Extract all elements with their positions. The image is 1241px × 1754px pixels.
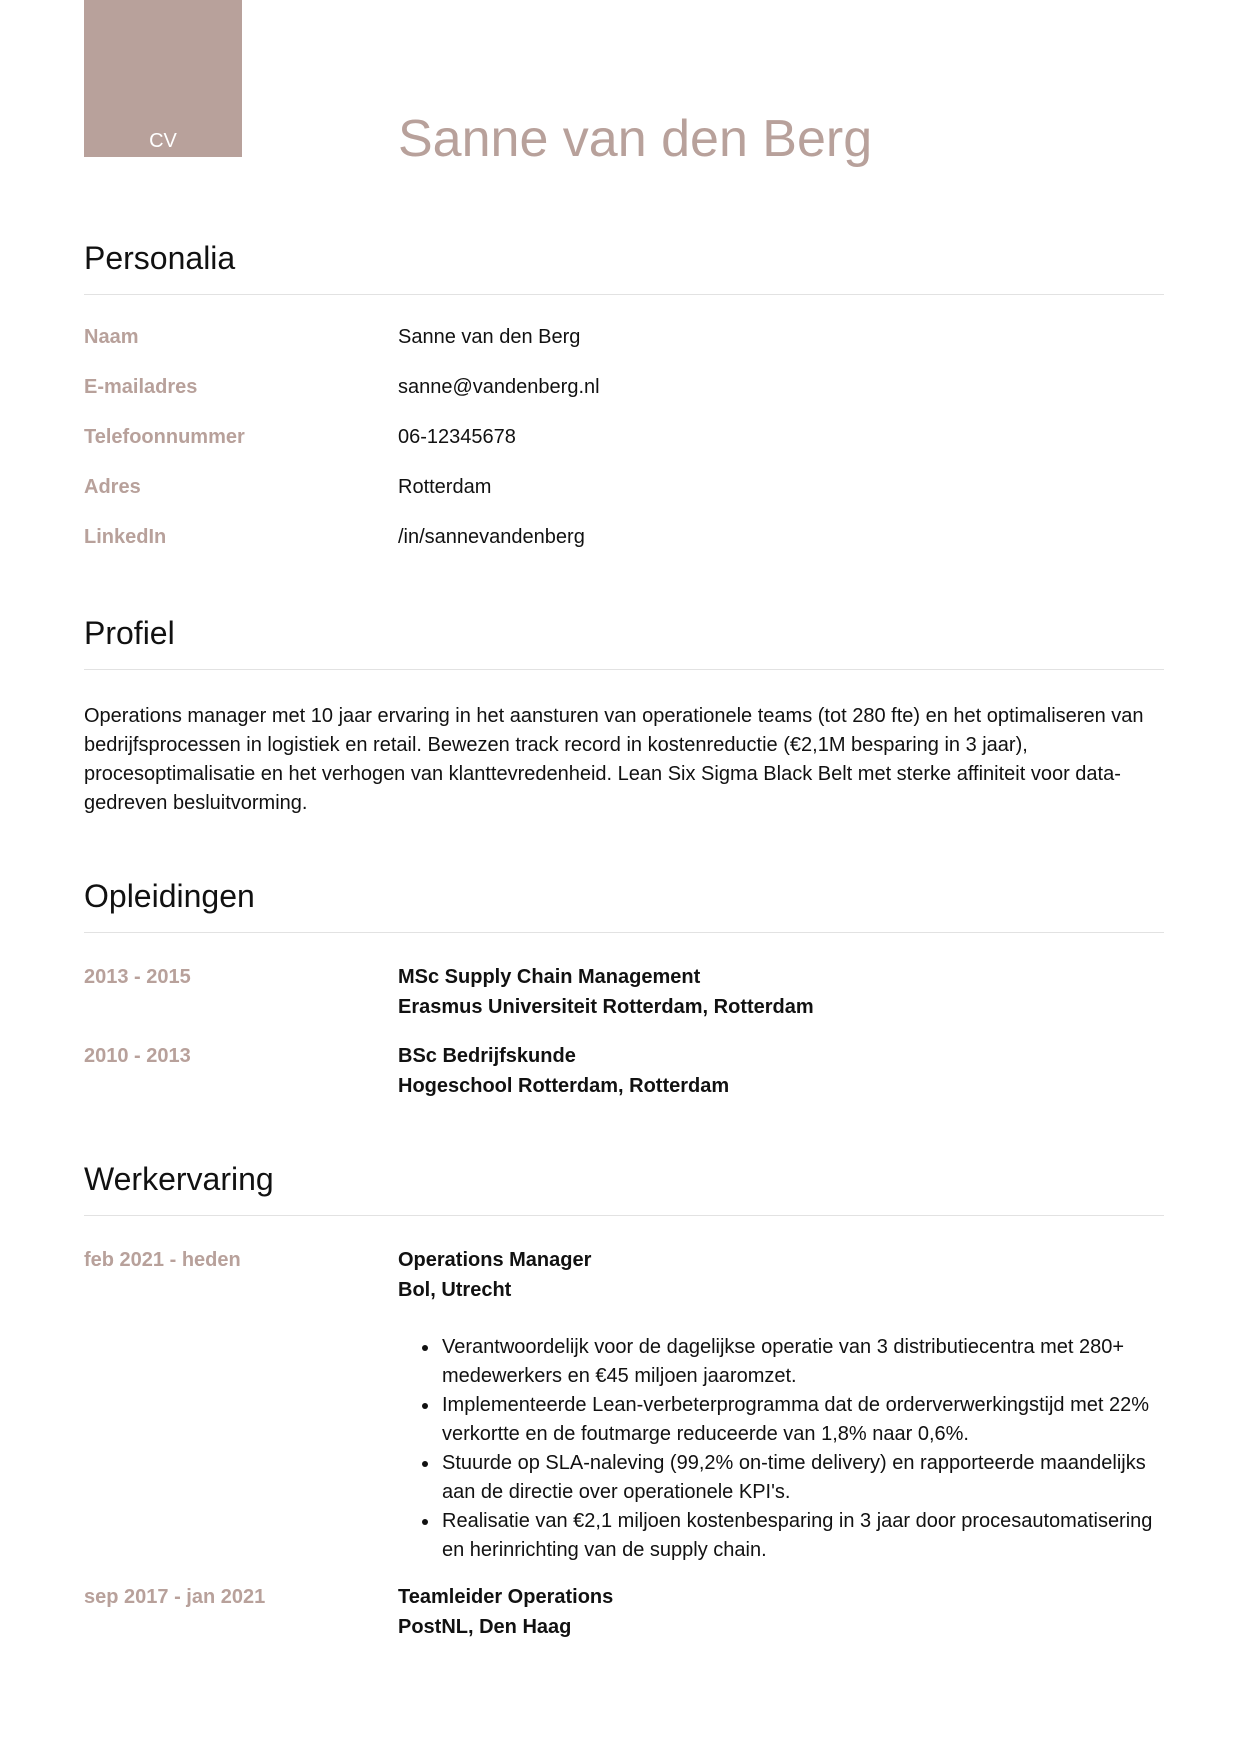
list-item: • Realisatie van €2,1 miljoen kostenbesparing in 3 jaar door procesautomatisering en herinrichting van de supply chain. [440, 1507, 1164, 1565]
field-value: Rotterdam [398, 476, 492, 498]
opleidingen-section [84, 874, 1164, 1120]
job-details [398, 1582, 1164, 1642]
profile-photo-placeholder [84, 0, 242, 157]
section-title-profiel: Profiel [84, 611, 1164, 670]
education-degree: MSc Supply Chain Management [398, 966, 701, 988]
education-item [84, 962, 1164, 1041]
field-label: Adres [84, 476, 141, 498]
profiel-section [84, 611, 1164, 838]
profile-summary: Operations manager met 10 jaar ervaring in het aansturen van operationele teams (tot 280 fte) en het optimaliseren van bedrijfsprocessen in logistiek en retail. Bewezen track record in kostenreductie (€2,1M besparing in 3 jaar), procesoptimalisatie en het verhogen van klanttevredenheid. Lean Six Sigma Black Belt met sterke affiniteit voor data-gedreven besluitvorming. [84, 705, 1144, 814]
education-school: Erasmus Universiteit Rotterdam, Rotterdam [398, 996, 814, 1018]
education-details [398, 962, 1164, 1022]
education-item [84, 1041, 1164, 1120]
werkervaring-section [84, 1157, 1164, 1661]
personalia-list [84, 322, 1164, 572]
field-value: sanne@vandenberg.nl [398, 376, 600, 398]
education-details [398, 1041, 1164, 1101]
job-company: Bol, Utrecht [398, 1279, 512, 1301]
section-title-personalia: Personalia [84, 236, 1164, 295]
field-label: E-mailadres [84, 376, 198, 398]
field-label: Naam [84, 326, 139, 348]
field-label: Telefoonnummer [84, 426, 245, 448]
photo-label: CV [149, 130, 177, 152]
field-label: LinkedIn [84, 526, 167, 548]
section-title-opleidingen: Opleidingen [84, 874, 1164, 933]
list-item: • Verantwoordelijk voor de dagelijkse operatie van 3 distributiecentra met 280+ medewerkers en €45 miljoen jaaromzet. [440, 1333, 1164, 1391]
personalia-row-telefoon [84, 422, 1164, 472]
job-item [84, 1245, 1164, 1582]
education-period: 2010 - 2013 [84, 1045, 191, 1067]
candidate-name: Sanne van den Berg [398, 110, 873, 168]
personalia-row-linkedin [84, 522, 1164, 572]
job-details [398, 1245, 1164, 1565]
field-value: 06-12345678 [398, 426, 516, 448]
job-role: Operations Manager [398, 1249, 592, 1271]
job-company: PostNL, Den Haag [398, 1616, 572, 1638]
list-item: • Stuurde op SLA-naleving (99,2% on-time delivery) en rapporteerde maandelijks aan de directie over operationele KPI's. [440, 1449, 1164, 1507]
job-responsibilities [398, 1333, 1164, 1565]
education-period: 2013 - 2015 [84, 966, 191, 988]
job-item [84, 1582, 1164, 1661]
field-value: /in/sannevandenberg [398, 526, 585, 548]
list-item: • Implementeerde Lean-verbeterprogramma dat de orderverwerkingstijd met 22% verkortte en de foutmarge reduceerde van 1,8% naar 0,6%. [440, 1391, 1164, 1449]
personalia-section [84, 236, 1164, 572]
section-title-werkervaring: Werkervaring [84, 1157, 1164, 1216]
field-value: Sanne van den Berg [398, 326, 581, 348]
personalia-row-naam [84, 322, 1164, 372]
education-school: Hogeschool Rotterdam, Rotterdam [398, 1075, 730, 1097]
job-period: sep 2017 - jan 2021 [84, 1586, 266, 1608]
job-period: feb 2021 - heden [84, 1249, 241, 1271]
job-role: Teamleider Operations [398, 1586, 614, 1608]
education-degree: BSc Bedrijfskunde [398, 1045, 576, 1067]
personalia-row-email [84, 372, 1164, 422]
personalia-row-adres [84, 472, 1164, 522]
